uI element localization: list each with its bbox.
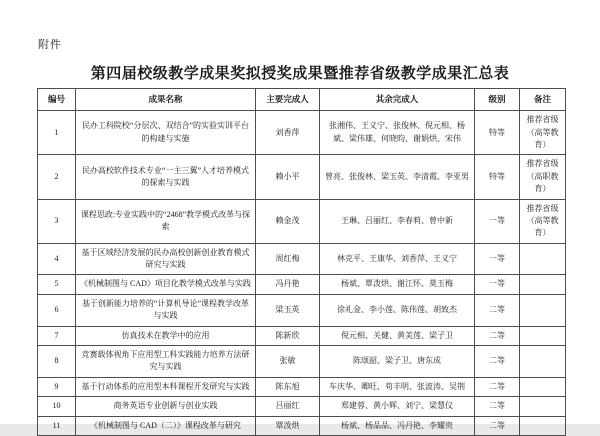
cell-id: 8 <box>38 346 76 378</box>
cell-name: 《机械制图与 CAD（二）》课程改革与研究 <box>76 416 256 435</box>
column-header: 级别 <box>475 89 520 111</box>
cell-main: 赖小平 <box>256 155 320 199</box>
cell-remark <box>520 243 566 275</box>
cell-id: 5 <box>38 275 76 294</box>
cell-name: 竞赛载体视角下应用型工科实践能力培养方法研究与实践 <box>76 346 256 378</box>
page-title: 第四届校级教学成果奖拟授奖成果暨推荐省级教学成果汇总表 <box>90 66 510 82</box>
table-row <box>38 275 566 294</box>
cell-others: 徐礼金、李小莲、陈伟莲、胡致杰 <box>320 294 475 326</box>
cell-remark: 推荐省级（高职教育） <box>520 155 566 199</box>
cell-main: 张敏 <box>256 346 320 378</box>
cell-main: 刘香萍 <box>256 111 320 155</box>
cell-others: 杨斌、杨品品、冯丹艳、李耀贵 <box>320 416 475 435</box>
cell-id: 3 <box>38 199 76 243</box>
cell-name: 基于创新能力培养的“计算机导论”课程教学改革与实践 <box>76 294 256 326</box>
cell-id: 1 <box>38 111 76 155</box>
cell-main: 陈东旭 <box>256 377 320 396</box>
cell-level: 二等 <box>475 397 520 416</box>
table-header-row <box>38 89 566 111</box>
cell-level: 一等 <box>475 243 520 275</box>
table-row <box>38 294 566 326</box>
cell-remark <box>520 377 566 396</box>
table-body <box>38 111 566 436</box>
table-row <box>38 397 566 416</box>
cell-id: 11 <box>38 416 76 435</box>
cell-others: 曾亮、张俊林、梁玉英、李清霞、李亚男 <box>320 155 475 199</box>
table-row <box>38 155 566 199</box>
cell-main: 吕丽红 <box>256 397 320 416</box>
cell-level: 二等 <box>475 326 520 345</box>
cell-name: 课程思政:专业实践中的“2468”教学模式改革与探索 <box>76 199 256 243</box>
cell-remark: 推荐省级（高等教育） <box>520 111 566 155</box>
table-row <box>38 199 566 243</box>
cell-level: 二等 <box>475 416 520 435</box>
cell-others: 王琳、吕丽红、李春莉、曾中新 <box>320 199 475 243</box>
column-header: 成果名称 <box>76 89 256 111</box>
cell-id: 2 <box>38 155 76 199</box>
cell-name: 民办高校软件技术专业“一主三翼”人才培养模式的探索与实践 <box>76 155 256 199</box>
cell-remark: 推荐省级（高等教育） <box>520 199 566 243</box>
cell-id: 4 <box>38 243 76 275</box>
cell-remark <box>520 346 566 378</box>
cell-main: 赖金茂 <box>256 199 320 243</box>
table-row <box>38 416 566 435</box>
cell-others: 车庆华、卿旺、苟丰明、张波涛、吴荆 <box>320 377 475 396</box>
table-row <box>38 326 566 345</box>
cell-remark <box>520 294 566 326</box>
cell-main: 覃泼烘 <box>256 416 320 435</box>
cell-name: 基于区域经济发展的民办高校创新创业教育模式研究与实践 <box>76 243 256 275</box>
cell-name: 民办工科院校“分层次、双结合”的实验实训平台的构建与实施 <box>76 111 256 155</box>
cell-level: 特等 <box>475 155 520 199</box>
column-header: 主要完成人 <box>256 89 320 111</box>
cell-id: 6 <box>38 294 76 326</box>
table-row <box>38 377 566 396</box>
cell-level: 特等 <box>475 111 520 155</box>
cell-main: 冯丹艳 <box>256 275 320 294</box>
column-header: 其余完成人 <box>320 89 475 111</box>
cell-name: 商务英语专业创新与创业实践 <box>76 397 256 416</box>
cell-remark <box>520 275 566 294</box>
table-row <box>38 243 566 275</box>
cell-name: 基于行动体系的应用型本科课程开发研究与实践 <box>76 377 256 396</box>
cell-name: 《机械制图与 CAD》项目化教学模式改革与实践 <box>76 275 256 294</box>
cell-others: 倪元相、关健、黄美莲、梁子卫 <box>320 326 475 345</box>
cell-others: 郑建蓉、黄小辉、刘宁、梁慧仪 <box>320 397 475 416</box>
cell-id: 9 <box>38 377 76 396</box>
cell-level: 二等 <box>475 294 520 326</box>
cell-main: 梁玉英 <box>256 294 320 326</box>
cell-others: 林克平、王康华、刘香萍、王义宁 <box>320 243 475 275</box>
cell-others: 陈颂韶、梁子卫、唐东成 <box>320 346 475 378</box>
cell-id: 10 <box>38 397 76 416</box>
column-header: 备注 <box>520 89 566 111</box>
cell-others: 张湘伟、王义宁、张俊林、倪元相、杨斌、梁伟雄、何晓昀、谢娟烘、宋伟 <box>320 111 475 155</box>
cell-main: 周红梅 <box>256 243 320 275</box>
cell-remark <box>520 416 566 435</box>
cell-level: 二等 <box>475 346 520 378</box>
column-header: 编号 <box>38 89 76 111</box>
cell-main: 陈新欣 <box>256 326 320 345</box>
cell-level: 一等 <box>475 275 520 294</box>
table-row <box>38 346 566 378</box>
cell-others: 杨斌、覃泼烘、谢江怀、莫玉梅 <box>320 275 475 294</box>
cell-remark <box>520 326 566 345</box>
cell-level: 二等 <box>475 377 520 396</box>
summary-table <box>37 88 566 436</box>
cell-id: 7 <box>38 326 76 345</box>
table-row <box>38 111 566 155</box>
cell-remark <box>520 397 566 416</box>
cell-name: 仿真技术在教学中的应用 <box>76 326 256 345</box>
cell-level: 一等 <box>475 199 520 243</box>
attachment-label: 附件 <box>38 39 62 51</box>
